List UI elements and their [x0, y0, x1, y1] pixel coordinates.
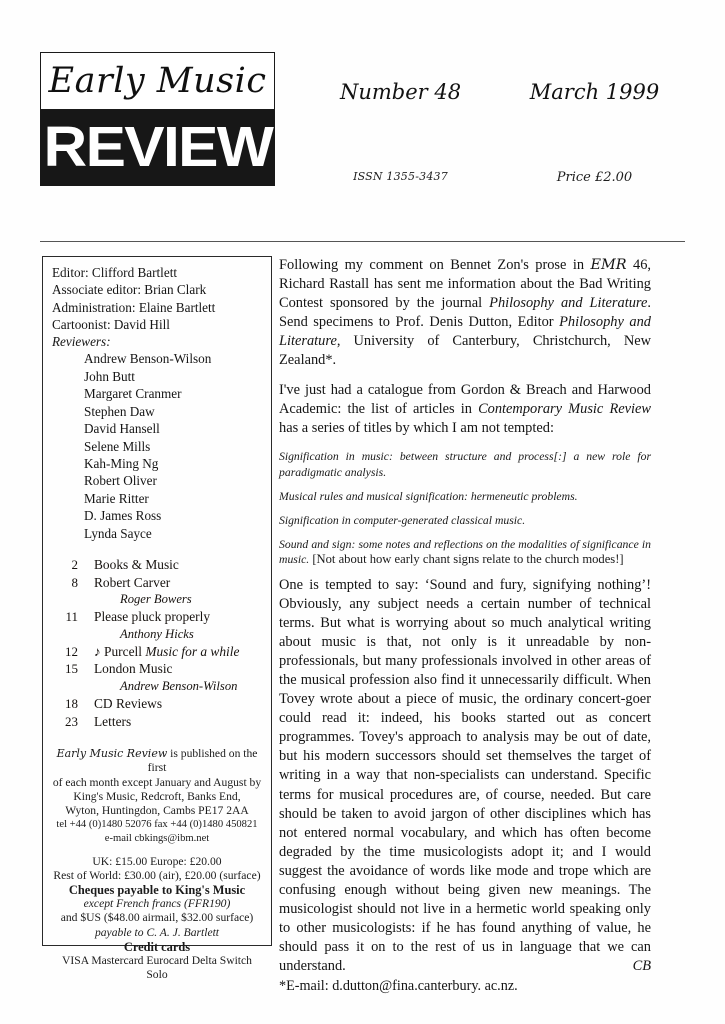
- reviewer-item: Marie Ritter: [84, 490, 149, 506]
- logo-review-text: REVIEW: [43, 115, 272, 179]
- reviewer-item: Andrew Benson-Wilson: [84, 351, 212, 367]
- article-footnote: *E-mail: d.dutton@fina.canterbury. ac.nz.: [279, 977, 518, 994]
- article-paragraph-3: [279, 576, 651, 976]
- toc-entry: [52, 695, 262, 713]
- toc-author: Anthony Hicks: [120, 626, 194, 641]
- reviewer-item: Lynda Sayce: [84, 525, 152, 541]
- staff-administration: Administration: Elaine Bartlett: [52, 299, 216, 315]
- toc-entry: [52, 574, 262, 592]
- title4-editor-comment: [Not about how early chant signs relate to the church modes!]: [309, 551, 624, 566]
- toc-title: Robert Carver: [94, 574, 171, 590]
- article-paragraph-1: [279, 256, 651, 370]
- payable-to: payable to C. A. J. Bartlett: [94, 925, 220, 939]
- toc-entry: [52, 556, 262, 574]
- imprint-published-1: is published on the first: [147, 747, 258, 775]
- toc-title: Letters: [94, 713, 132, 729]
- except-french-francs: except French francs (FFR190): [83, 897, 231, 911]
- para1-emr-abbrev: EMR: [590, 257, 627, 273]
- editor-initials: CB: [632, 957, 651, 974]
- issue-number: Number 48: [339, 80, 462, 104]
- reviewer-item: D. James Ross: [84, 508, 162, 524]
- reviewer-item: John Butt: [84, 368, 135, 384]
- staff-list: [52, 264, 262, 542]
- toc-page-number: 18: [65, 695, 78, 711]
- rate-uk-europe: UK: £15.00 Europe: £20.00: [92, 854, 222, 868]
- reviewers-label: Reviewers:: [52, 334, 111, 350]
- staff-cartoonist: Cartoonist: David Hill: [52, 316, 170, 332]
- toc-page-number: 12: [65, 643, 78, 659]
- reviewer-item: Selene Mills: [84, 438, 151, 454]
- logo-review-panel: [40, 110, 275, 186]
- masthead-divider-rule: [40, 241, 685, 242]
- rate-rest-of-world: Rest of World: £30.00 (air), £20.00 (surface): [53, 868, 261, 882]
- toc-entry: [52, 643, 262, 661]
- toc-title: CD Reviews: [94, 695, 163, 711]
- cover-price: Price £2.00: [556, 170, 633, 185]
- imprint-email: e-mail cbkings@ibm.net: [104, 833, 210, 845]
- toc-page-number: 23: [65, 713, 78, 729]
- toc-title: Please pluck properly: [94, 609, 211, 625]
- reviewers-list: [52, 350, 262, 541]
- toc-title-roman: ♪ Purcell: [94, 643, 146, 659]
- article-paragraph-2: [279, 381, 651, 438]
- toc-author: Andrew Benson-Wilson: [120, 678, 238, 693]
- staff-associate-editor: Associate editor: Brian Clark: [52, 282, 207, 298]
- quoted-article-title: Signification in music: between structure and process[:] a new role for paradigmatic analysis.: [279, 450, 651, 479]
- usd-rates: and $US ($48.00 airmail, $32.00 surface): [60, 911, 254, 925]
- credit-cards-list: VISA Mastercard Eurocard Delta Switch Solo: [62, 953, 252, 982]
- sidebar-box: [42, 256, 272, 982]
- toc-author: Roger Bowers: [120, 592, 192, 607]
- imprint-block: [52, 747, 262, 982]
- toc-page-number: 15: [65, 661, 78, 677]
- toc-page-number: 8: [71, 574, 78, 590]
- para3-text: One is tempted to say: ‘Sound and fury, signifying nothing’! Obviously, any subject needs a certain number of technical terms. But what is worrying about so much analytical writing about music is that, not only is it unreadable by non-professionals, but many professionals involved in other areas of the musical profession also find it unnecessarily difficult. When Tovey wrote about a piece of music, the ordinary concert-goer could read it: indeed, his books started out as concert programmes. Tovey's approach to analysis may be out of date, but his modern successors should set themselves the target of writing in a way that non-specialists can understand. Specific terms for musical procedures are, of course, needed. But care should be taken to avoid jargon of other disciplines which has not entered normal vocabulary, and which has often become degraded by the time musicologists adopt it; and I would suggest the avoidance of words like mode and trope which are confusing enough without being given new meanings. The musicologist should not live in a hermetic world speaking only to other musicologists: if he has found anything of value, he should pass it on to the rest of us in language that we can understand.: [279, 576, 651, 974]
- para2-a: I've just had a catalogue from Gordon & Breach and Harwood Academic: the list of articles in: [279, 382, 651, 418]
- cheques-heading: Cheques payable to King's Music: [68, 882, 246, 897]
- para1-a: Following my comment on Bennet Zon's prose in: [279, 257, 591, 273]
- editorial-article: [279, 256, 651, 995]
- imprint-address-2: Wyton, Huntingdon, Cambs PE17 2AA: [65, 803, 249, 817]
- title4-italic: Sound and sign: some notes and reflections on the modalities of significance in music.: [279, 537, 651, 566]
- logo-early-music-panel: [40, 52, 275, 110]
- credit-cards-heading: Credit cards: [123, 939, 191, 954]
- toc-title: Books & Music: [94, 556, 179, 572]
- masthead: [40, 52, 685, 217]
- imprint-publication-line: [52, 747, 262, 775]
- logo-early-music-text: Early Music: [48, 60, 267, 101]
- reviewer-item: David Hansell: [84, 421, 160, 437]
- para1-journal-title-1: Philosophy and Literature: [489, 295, 648, 312]
- toc-title: [78, 643, 239, 661]
- para1-journal-title-2: Philosophy and Literature: [279, 314, 651, 350]
- staff-editor: Editor: Clifford Bartlett: [52, 265, 178, 280]
- toc-entry: [52, 660, 262, 678]
- reviewer-item: Stephen Daw: [84, 403, 155, 419]
- issue-date: March 1999: [529, 80, 660, 104]
- quoted-article-title: Musical rules and musical signification: hermeneutic problems.: [279, 489, 578, 503]
- reviewer-item: Kah-Ming Ng: [84, 455, 159, 471]
- para2-b: has a series of titles by which I am not tempted:: [279, 420, 554, 437]
- toc-entry: [52, 713, 262, 731]
- reviewer-item: Margaret Cranmer: [84, 386, 182, 402]
- quoted-article-title: Signification in computer-generated classical music.: [279, 513, 526, 527]
- para2-journal-title: Contemporary Music Review: [478, 401, 651, 418]
- para1-d: , University of Canterbury, Christchurch, New Zealand*.: [279, 333, 651, 369]
- toc-title: London Music: [94, 661, 173, 677]
- toc-page-number: 2: [71, 556, 78, 572]
- imprint-journal-name: Early Music Review: [56, 747, 168, 761]
- imprint-published-2: of each month except January and August by: [52, 775, 262, 789]
- imprint-spacer: [52, 847, 262, 855]
- para1-b: 46, Richard Rastall has sent me information about the Bad Writing Contest sponsored by the journal: [279, 257, 651, 312]
- reviewer-item: Robert Oliver: [84, 473, 157, 489]
- toc-page-number: 11: [65, 609, 78, 625]
- toc-entry: [52, 608, 262, 626]
- table-of-contents: [52, 556, 262, 730]
- toc-title-italic: Music for a while: [145, 643, 240, 659]
- issn-number: ISSN 1355-3437: [353, 170, 448, 183]
- imprint-address-1: King's Music, Redcroft, Banks End,: [73, 789, 241, 803]
- para1-c: . Send specimens to Prof. Denis Dutton, Editor: [279, 295, 651, 331]
- journal-logo: [40, 52, 275, 186]
- quoted-article-title: [279, 537, 651, 567]
- imprint-tel-fax: tel +44 (0)1480 52076 fax +44 (0)1480 450821: [56, 819, 258, 831]
